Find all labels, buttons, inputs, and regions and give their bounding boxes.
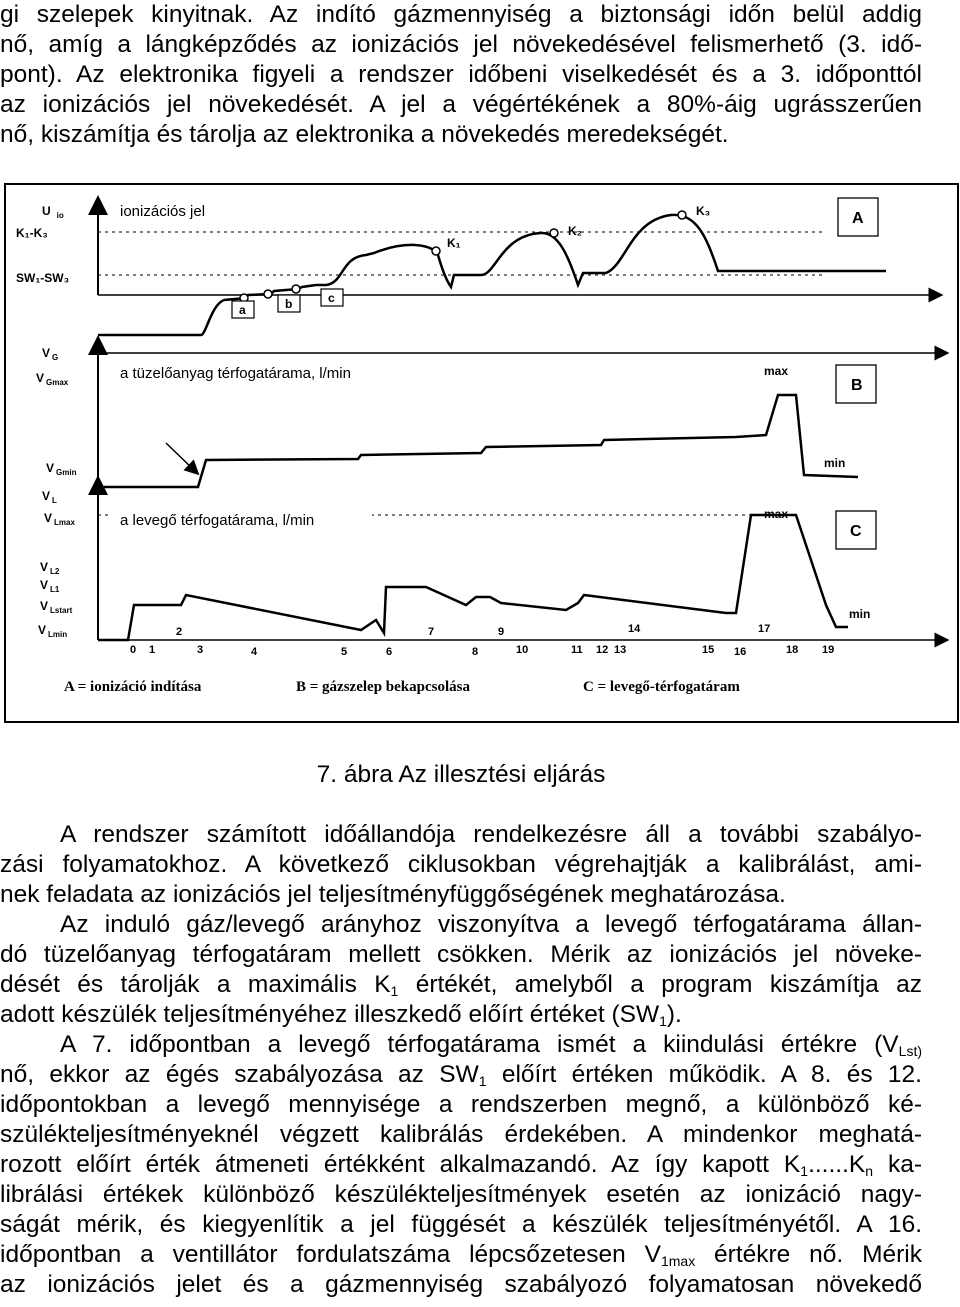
time-point: 10 [516, 644, 529, 656]
panel-a-title: ionizációs jel [120, 203, 206, 220]
body-line: szülékteljesítményeknél végzett kalibrálás érdekében. A mindenkor meghatá- [0, 1121, 922, 1148]
intro-paragraph [0, 0, 922, 150]
body-line: zási folyamatokhoz. A következő ciklusokban végrehajtják a kalibrálást, ami- [0, 851, 922, 878]
time-point: 8 [472, 646, 479, 658]
time-point: 11 [571, 644, 583, 656]
body-line: Az induló gáz/levegő arányhoz viszonyítva a levegő térfogatárama állan- [60, 911, 922, 938]
body-line: időpontokban a levegő mennyisége a rendszerben megnő, a különböző ké- [0, 1091, 922, 1118]
time-point: 4 [251, 646, 258, 658]
intro-line: pont). Az elektronika figyeli a rendszer időbeni viselkedését és a 3. időponttól [0, 61, 922, 88]
time-point: 5 [341, 646, 348, 658]
time-point: 15 [702, 644, 715, 656]
body-line: az ionizációs jelet és a gázmennyiség szabályozó folyamatosan növekedő [0, 1271, 922, 1298]
panel-c-min-label: min [849, 607, 871, 621]
panel-b-y-axis-label: V $_G$ [42, 346, 59, 362]
marker-k1-icon [432, 247, 440, 255]
box-c-label: C [850, 523, 862, 540]
fuel-flow-trace [98, 395, 858, 487]
body-line: librálási értékek különböző készülékteljesítmények esetén az ionizáció nagy- [0, 1181, 922, 1208]
peak-k2-label: K₂ [568, 224, 582, 238]
figure-caption: 7. ábra Az illesztési eljárás [316, 761, 606, 788]
panel-c-vl1-label: V $_{L1}$ [40, 578, 60, 594]
time-point: 19 [822, 644, 835, 656]
time-point: 14 [628, 623, 641, 635]
peak-k1-label: K₁ [447, 236, 461, 250]
legend-a: A = ionizáció indítása [64, 679, 202, 695]
air-flow-trace [98, 515, 848, 640]
body-line: dó tüzelőanyag térfogatáram mellett csökken. Mérik az ionizációs jel növeke- [0, 941, 922, 968]
intro-line: az ionizációs jel növekedését. A jel a végértékének a 80%-áig ugrásszerűen [0, 91, 922, 118]
time-point: 1 [149, 644, 156, 656]
body-line: nő, ekkor az égés szabályozása az $SW_1$ előírt értéken működik. A 8. és 12. [0, 1061, 922, 1089]
body-line: dését és tárolják a maximális $K_1$ értékét, amelyből a program kiszámítja az [0, 971, 922, 999]
intro-line: gi szelepek kinyitnak. Az indító gázmennyiség a biztonsági időn belül addig [0, 1, 922, 28]
time-point: 3 [197, 644, 204, 656]
legend-b: B = gázszelep bekapcsolása [296, 679, 470, 695]
body-line: A rendszer számított időállandója rendelkezésre áll a további szabályo- [60, 821, 922, 848]
body-text [0, 820, 922, 1300]
gas-valve-arrow [166, 443, 194, 470]
time-point: 18 [786, 644, 799, 656]
panel-b-title: a tüzelőanyag térfogatárama, l/min [120, 365, 351, 382]
intro-line: nő, kiszámítja és tárolja az elektronika a növekedés meredekségét. [0, 121, 729, 148]
time-point: 9 [498, 626, 505, 638]
body-line: ságát mérik, és kiegyenlítik a jel függését a készülék teljesítményétől. A 16. [0, 1211, 922, 1238]
time-point: 2 [176, 626, 183, 638]
panel-b-vgmin-label: V $_{Gmin}$ [46, 461, 77, 477]
time-point: 6 [386, 646, 393, 658]
body-line: rozott előírt érték átmeneti értékként alkalmazandó. Az így kapott $K_1......K_n$ ka- [0, 1151, 923, 1179]
marker-b-icon [264, 290, 272, 298]
timing-diagram-figure [4, 183, 959, 723]
panel-b-vgmax-label: V $_{Gmax}$ [36, 371, 69, 387]
marker-c-icon [292, 285, 300, 293]
marker-k3-icon [678, 211, 686, 219]
panel-b-max-label: max [764, 364, 789, 378]
panel-c-title: a levegő térfogatárama, l/min [120, 512, 315, 529]
time-points-upper [176, 623, 770, 638]
panel-c-y-axis-label: V $_L$ [42, 489, 57, 505]
panel-c-vlmin-label: V $_{Lmin}$ [38, 623, 68, 639]
intro-line: nő, amíg a lángképződés az ionizációs jel növekedésével felismerhető (3. idő- [0, 31, 922, 58]
time-point: 16 [734, 646, 747, 658]
time-points-lower [130, 644, 834, 658]
time-point: 0 [130, 644, 137, 656]
panel-c-max-label: max [764, 507, 789, 521]
panel-c-vl2-label: V $_{L2}$ [40, 560, 60, 576]
time-point: 7 [428, 626, 435, 638]
step-c-label: c [328, 291, 335, 305]
panel-a-k-label: K₁-K₃ [16, 226, 48, 240]
time-point: 13 [614, 644, 627, 656]
time-point: 12 [596, 644, 609, 656]
peak-k3-label: K₃ [696, 204, 711, 218]
body-line: A 7. időpontban a levegő térfogatárama ismét a kiindulási értékre ($V_{Lst)}$ [60, 1031, 922, 1059]
body-line: nek feladata az ionizációs jel teljesítményfüggőségének meghatározása. [0, 881, 786, 908]
step-a-label: a [239, 303, 246, 317]
time-point: 17 [758, 623, 771, 635]
box-a-label: A [852, 210, 864, 227]
marker-k2-icon [550, 229, 558, 237]
body-line: időpontban a ventillátor fordulatszáma lépcsőzetesen $V_{1max}$ értékre nő. Mérik [0, 1241, 922, 1269]
timing-diagram [6, 185, 957, 721]
panel-b-min-label: min [824, 456, 846, 470]
legend-c: C = levegő-térfogatáram [583, 679, 740, 695]
panel-c-vlmax-label: V $_{Lmax}$ [44, 511, 75, 527]
panel-a-y-axis-label: U $_{io}$ [42, 204, 64, 220]
body-line: adott készülék teljesítményéhez illeszkedő előírt értéket $(SW_1)$. [0, 1001, 682, 1029]
panel-c-vlstart-label: V $_{Lstart}$ [40, 599, 73, 615]
panel-a-sw-label: SW₁-SW₃ [16, 271, 70, 285]
step-b-label: b [285, 297, 293, 311]
box-b-label: B [851, 377, 863, 394]
